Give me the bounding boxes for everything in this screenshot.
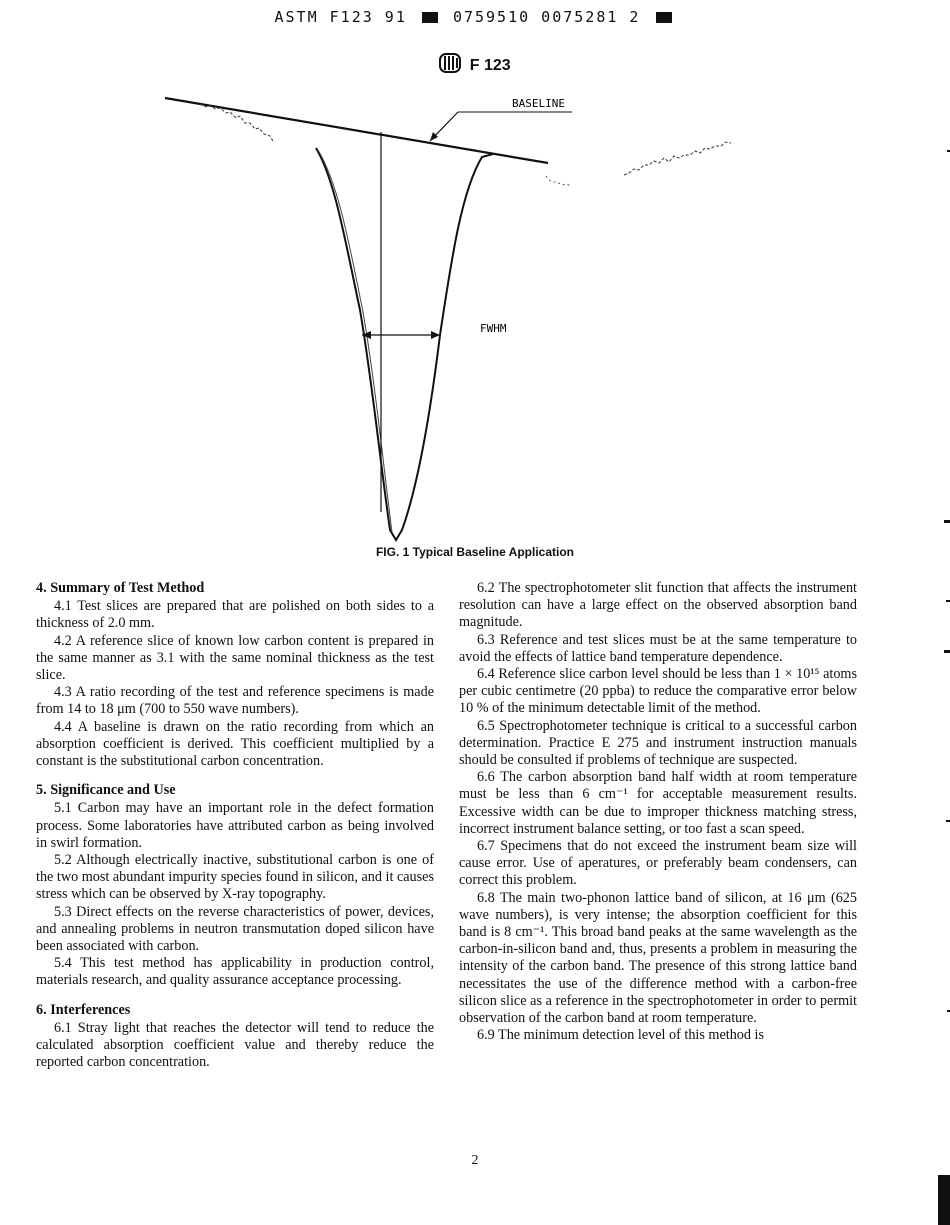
spectrum-right-noise bbox=[624, 142, 731, 175]
paragraph: 6.4 Reference slice carbon level should be less than 1 × 10¹⁵ atoms per cubic centimetre (20 ppba) to reduce the comparative error below 10 % of the minimum detectable limit of the method. bbox=[459, 666, 857, 717]
paragraph: 6.6 The carbon absorption band half width at room temperature must be less than 6 cm⁻¹ for acceptable measurement results. Excessive width can be due to improper thickness matching stress, incorrect instrument balance setting, or too fast a scan speed. bbox=[459, 769, 857, 837]
paragraph: 4.1 Test slices are prepared that are polished on both sides to a thickness of 2.0 mm. bbox=[36, 598, 434, 632]
fwhm-label: FWHM bbox=[480, 322, 507, 335]
paragraph: 6.8 The main two-phonon lattice band of silicon, at 16 μm (625 wave numbers), is very intense; the absorption coefficient for this band is 8 cm⁻¹. This broad band peaks at the same wavelength as the carbon-in-silicon band and, thus, presents a problem in measuring the intensity of the carbon band. The presence of this strong lattice band necessitates the use of the difference method with a carbon-free silicon slice as a reference in the spectrophotometer in order to permit observation of the carbon band at room temperature. bbox=[459, 889, 857, 1027]
paragraph: 4.4 A baseline is drawn on the ratio recording from which an absorption coefficient is derived. This coefficient multiplied by a constant is the substitutional carbon concentration. bbox=[36, 718, 434, 770]
document-header bbox=[0, 8, 950, 26]
left-column bbox=[36, 580, 434, 1071]
section-6-heading: 6. Interferences bbox=[36, 1001, 131, 1018]
section-5-heading: 5. Significance and Use bbox=[36, 782, 176, 799]
baseline-figure bbox=[0, 80, 950, 545]
header-doc-number: 0759510 0075281 2 bbox=[452, 8, 641, 26]
paragraph: 6.3 Reference and test slices must be at the same temperature to avoid the effects of lattice band temperature dependence. bbox=[459, 631, 857, 665]
paragraph: 5.2 Although electrically inactive, substitutional carbon is one of the two most abundant impurity species found in silicon, and it causes stress which can be observed by X-ray topography. bbox=[36, 852, 434, 903]
figure-caption: FIG. 1 Typical Baseline Application bbox=[375, 545, 575, 559]
paragraph: 5.4 This test method has applicability in production control, materials research, and quality assurance acceptance processing. bbox=[36, 955, 434, 989]
paragraph: 6.1 Stray light that reaches the detector will tend to reduce the calculated absorption coefficient value and thereby reduce the reported carbon concentration. bbox=[36, 1019, 434, 1071]
spectrum-right-tail bbox=[546, 176, 572, 186]
paragraph: 6.9 The minimum detection level of this method is bbox=[477, 1027, 764, 1044]
baseline-line bbox=[165, 98, 548, 163]
paragraph: 6.2 The spectrophotometer slit function that affects the instrument resolution can have a large effect on the observed absorption band magnitude. bbox=[459, 580, 857, 631]
paragraph: 5.1 Carbon may have an important role in the defect formation process. Some laboratories have attributed carbon as being involved in swirl formation. bbox=[36, 800, 434, 851]
header-code: ASTM F123 91 bbox=[274, 8, 407, 26]
right-column bbox=[459, 580, 857, 1044]
baseline-label: BASELINE bbox=[512, 97, 565, 110]
header-block-mark bbox=[422, 12, 438, 23]
paragraph: 5.3 Direct effects on the reverse characteristics of power, devices, and annealing problems in neutron transmutation doped silicon have been associated with carbon. bbox=[36, 903, 434, 955]
paragraph: 6.7 Specimens that do not exceed the instrument beam size will cause error. Use of aperatures, or preferably beam condensers, can correct this problem. bbox=[459, 838, 857, 889]
page-number: 2 bbox=[471, 1153, 479, 1168]
section-4-heading: 4. Summary of Test Method bbox=[36, 580, 205, 596]
header-block-mark bbox=[656, 12, 672, 23]
paragraph: 6.5 Spectrophotometer technique is critical to a successful carbon determination. Practice E 275 and instrument instruction manuals should be consulted if problems of technique are suspected. bbox=[459, 717, 857, 769]
astm-logo-icon bbox=[439, 52, 461, 79]
paragraph: 4.2 A reference slice of known low carbon content is prepared in the same manner as 3.1 with the same nominal thickness as the test slice. bbox=[36, 632, 434, 684]
paragraph: 4.3 A ratio recording of the test and reference specimens is made from 14 to 18 μm (700 to 550 wave numbers). bbox=[36, 684, 434, 718]
scan-edge-marks bbox=[936, 0, 950, 1225]
standard-number: F 123 bbox=[469, 57, 511, 74]
standard-title bbox=[0, 52, 950, 79]
absorption-band bbox=[316, 148, 493, 540]
